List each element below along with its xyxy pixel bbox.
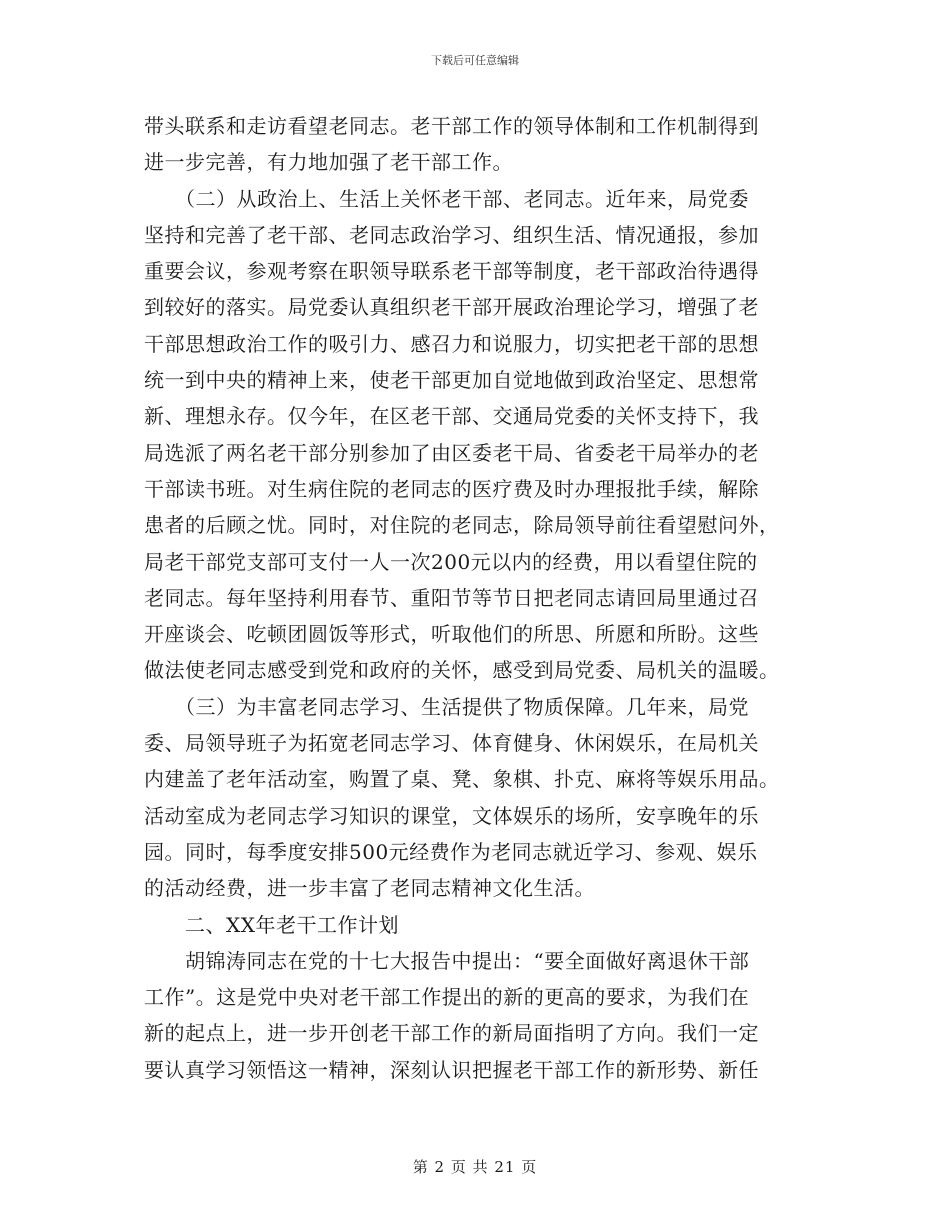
text-line: 干部思想政治工作的吸引力、感召力和说服力，切实把老干部的思想 [144, 331, 759, 356]
text-line: 坚持和完善了老干部、老同志政治学习、组织生活、情况通报，参加 [144, 222, 759, 247]
text-line: 开座谈会、吃顿团圆饭等形式，听取他们的所思、所愿和所盼。这些 [144, 622, 759, 647]
text-line: 干部读书班。对生病住院的老同志的医疗费及时办理报批手续，解除 [144, 476, 759, 501]
text-line: （二）从政治上、生活上关怀老干部、老同志。近年来，局党委 [144, 186, 749, 211]
text-line: 胡锦涛同志在党的十七大报告中提出：“要全面做好离退休干部 [144, 948, 750, 973]
text-line: 带头联系和走访看望老同志。老干部工作的领导体制和工作机制得到 [144, 114, 759, 138]
text-line: 局老干部党支部可支付一人一次200元以内的经费，用以看望住院的 [144, 549, 758, 574]
text-line: 新、理想永存。仅今年，在区老干部、交通局党委的关怀支持下，我 [144, 404, 759, 429]
text-line: 做法使老同志感受到党和政府的关怀，感受到局党委、局机关的温暖。 [144, 658, 780, 683]
text-line: 内建盖了老年活动室，购置了桌、凳、象棋、扑克、麻将等娱乐用品。 [144, 767, 780, 792]
text-line: 老同志。每年坚持利用春节、重阳节等节日把老同志请回局里通过召 [144, 585, 759, 610]
text-line: 重要会议，参观考察在职领导联系老干部等制度，老干部政治待遇得 [144, 259, 759, 284]
text-line: 到较好的落实。局党委认真组织老干部开展政治理论学习，增强了老 [144, 295, 759, 320]
text-line: 活动室成为老同志学习知识的课堂，文体娱乐的场所，安享晚年的乐 [144, 803, 759, 828]
page-header-note: 下载后可任意编辑 [431, 54, 519, 67]
document-body [144, 108, 812, 1088]
text-line: 新的起点上，进一步开创老干部工作的新局面指明了方向。我们一定 [144, 1021, 759, 1046]
text-line: 委、局领导班子为拓宽老同志学习、体育健身、休闲娱乐，在局机关 [144, 731, 759, 756]
text-line: 要认真学习领悟这一精神，深刻认识把握老干部工作的新形势、新任 [144, 1057, 759, 1082]
text-line: 局选派了两名老干部分别参加了由区委老干局、省委老干局举办的老 [144, 440, 759, 465]
text-line: 进一步完善，有力地加强了老干部工作。 [144, 150, 513, 175]
page-number-footer: 第 2 页 共 21 页 [412, 1158, 538, 1176]
text-line: 工作”。这是党中央对老干部工作提出的新的更高的要求，为我们在 [144, 985, 750, 1010]
text-line: 园。同时，每季度安排500元经费作为老同志就近学习、参观、娱乐 [144, 839, 758, 864]
text-line: 患者的后顾之忧。同时，对住院的老同志，除局领导前往看望慰问外， [144, 513, 780, 538]
text-line: 的活动经费，进一步丰富了老同志精神文化生活。 [144, 876, 595, 901]
text-line: 统一到中央的精神上来，使老干部更加自觉地做到政治坚定、思想常 [144, 368, 759, 393]
text-line: （三）为丰富老同志学习、生活提供了物质保障。几年来，局党 [144, 694, 749, 719]
section-heading: 二、XX年老干工作计划 [144, 912, 399, 937]
